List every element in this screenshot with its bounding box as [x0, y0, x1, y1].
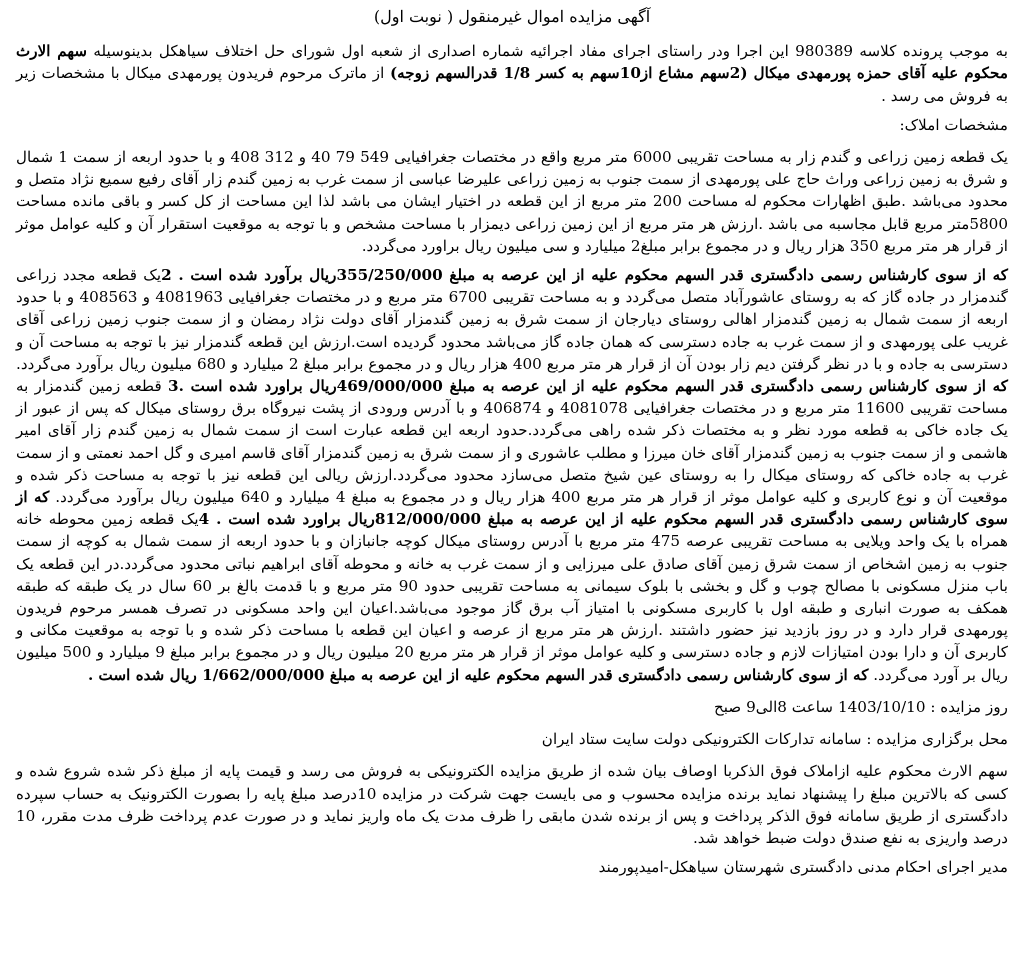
property-1-paragraph: یک قطعه زمین زراعی و گندم زار به مساحت تقریبی 6000 متر مربع واقع در مختصات جغرافیایی 549 79 40 و 312 408 و با حدود اربعه از سمت 1 شمال و شرق به زمین زراعی وراث حاج علی پورمهدی از سمت جنوب به زمین زراعی علیرضا عباسی از سمت غرب به زمین گندم زار آقای رفیع سمیع نژاد متصل و محدود می‌باشد .طبق اظهارات محکوم له مساحت 200 متر مربع از این قطعه در اختیار ایشان می باشد لذا این مساحت از کل کسر و باقی مانده مساحت 5800متر مربع قابل مجاسبه می باشد .ارزش هر متر مربع از این زمین زراعی دیمزار با مساحت مشخص و با توجه به موقعیت استقرار آن و کلیه عوامل موثر از قرار هر متر مربع 350 هزار ریال و در مجموع برابر مبلغ2 میلیارد و سی میلیون ریال براورد می‌گردد. [16, 148, 1009, 255]
notice-title: آگهی مزایده اموال غیرمنقول ( نوبت اول) [373, 7, 651, 26]
specs-heading: مشخصات املاک: [899, 115, 1008, 134]
auction-date: روز مزایده : 1403/10/10 ساعت 8الی9 صبح [713, 697, 1008, 716]
auction-place: محل برگزاری مزایده : سامانه تدارکات الکترونیکی دولت سایت ستاد ایران [541, 730, 1008, 749]
valuation-1-text: که از سوی کارشناس رسمی دادگستری قدر السهم محکوم علیه از این عرصه به مبلغ 355/250/000ریال برآورد شده است . 2 [161, 266, 1008, 285]
property-2-text: یک قطعه مجدد زراعی گندمزار در جاده گاز که به روستای عاشورآباد متصل می‌گردد و به مساحت تقریبی 6700 متر مربع و در مختصات جغرافیایی 4081963 و 408563 و با حدود اربعه از سمت شمال به زمین گندمزار اهالی روستای دیارجان از سمت شرق به زمین گندمزار آقای دولت نژاد رمضان و از سمت جنوب زمین زراعی آقای غریب علی پورمهدی و از سمت غرب به جاده دسترسی که همان جاده گاز می‌باشد محدود گردیده است.ارزش این قطعه گندمزار نیز با توجه به مساحت آن و دسترسی به جاده و با در نظر گرفتن دیم زار بودن آن از قرار هر متر مربع 400 هزار ریال و در مجموع برابر مبلغ 2 میلیارد و 680 میلیون ریال برآورد می‌گردد. [16, 266, 1008, 373]
closing-paragraph: سهم الارث محکوم علیه ازاملاک فوق الذکربا اوصاف بیان شده از طریق مزایده الکترونیکی به فروش می رسد و قیمت پایه از مبلغ ذکر شده شروع شده و کسی که بالاترین مبلغ را پیشنهاد نماید برنده مزایده محسوب و می بایست جهت شرکت در مزایده 10درصد مبلغ پایه را بصورت الکترونیک به حساب سپرده دادگستری از طریق سامانه فوق الذکر پرداخت و پس از برنده شدن مابقی را ظرف مدت یک ماه واریز نماید و در صورت عدم پرداخت ظرف مدت مقرر، 10 درصد واریزی به نفع صندق دولت ضبط خواهد شد. [16, 762, 1008, 847]
intro-paragraph [16, 40, 1008, 107]
property-4-text: یک قطعه زمین محوطه خانه همراه با یک واحد ویلایی به مساحت تقریبی عرصه 475 متر مربع با آدرس روستای میکال کوچه جانبازان و با حدود اربعه از سمت شمال به کوچه از سمت جنوب به زمین اشخاص از سمت شرق زمین آقای صادق علی میرزایی و از سمت غرب به خانه و محوطه آقای ابراهیم نباتی محدود می‌گردد.در این قطعه یک باب منزل مسکونی با مصالح چوب و گل و بخشی با بلوک سیمانی به مساحت تقریبی حدود 90 متر مربع و با قدمت بالغ بر 60 سال در یک طبقه که طبقه همکف به صورت انباری و طبقه اول با کاربری مسکونی با امتیاز آب برق گاز موجود می‌باشد.اعیان این واحد مسکونی در تصرف همسر مرحوم فریدون پورمهدی قرار دارد و در روز بازدید نیز حضور داشتند .ارزش هر متر مربع از عرصه و اعیان این قطعه با مساحت ذکر شده و با توجه به موقعیت مکانی و کاربری آن و دارا بودن امتیازات لازم و جاده دسترسی و کلیه عوامل موثر از قرار هر متر مربع 20 میلیون ریال و در مجموع برابر مبلغ 9 میلیارد و 500 میلیون ریال بر آورد می‌گردد. [16, 510, 1009, 684]
valuation-4-text: که از سوی کارشناس رسمی دادگستری قدر السهم محکوم علیه از این عرصه به مبلغ 1/662/000/000 ریال شده است . [87, 665, 869, 684]
valuation-2-text: که از سوی کارشناس رسمی دادگستری قدر السهم محکوم علیه از این عرصه به مبلغ 469/000/000ریال براورد شده است .3 [168, 377, 1008, 396]
intro-text-1: به موجب پرونده کلاسه 980389 این اجرا ودر راستای اجرای مفاد اجرائیه شماره اصداری از شعبه اول شورای حل اختلاف سیاهکل بدینوسیله [87, 42, 1008, 61]
valuation-3-text: که از سوی کارشناس رسمی دادگستری قدر السهم محکوم علیه از این عرصه به مبلغ 812/000/000ریال براورد شده است . 4 [16, 488, 1008, 529]
signature: مدیر اجرای احکام مدنی دادگستری شهرستان سیاهکل-امیدپورمند [598, 858, 1008, 877]
intro-text-2: از ماترک مرحوم فریدون پورمهدی میکال با مشخصات زیر به فروش می رسد . [16, 64, 1008, 105]
intro-bold-text: سهم الارث محکوم علیه آقای حمزه پورمهدی میکال (2سهم مشاع از10سهم به کسر 1/8 قدرالسهم زوجه) [16, 42, 1008, 83]
property-3-text: قطعه زمین گندمزار به مساحت تقریبی 11600 متر مربع و در مختصات جغرافیایی 4081078 و 406874 و با آدرس ورودی از پشت نیروگاه برق روستای میکال که پس از عبور از یک جاده خاکی به قطعه مورد نظر و به مختصات ذکر شده راهی می‌گردد.حدود اربعه این قطعه عبارت است از سمت شمال به زمین گندم زار آقای امیر هاشمی و از سمت جنوب به زمین گندمزار آقای خان میرزا و مطلب عاشوری و از سمت شرق به زمین گندمزار آقای قاسم امیری و گل احمد نعمتی و از سمت غرب به جاده خاکی که روستای میکال را به روستای عین شیخ متصل می‌سازد محدود می‌گردد.ارزش ریالی این قطعه نیز با توجه به مساحت ذکر شده و موقعیت آن و نوع کاربری و کلیه عوامل موثر از قرار هر متر مربع 400 هزار ریال و در مجموع به مبلغ 4 میلیارد و 640 میلیون ریال برآورد می‌گردد. [16, 377, 1008, 507]
property-2-4-paragraph [16, 264, 1008, 686]
